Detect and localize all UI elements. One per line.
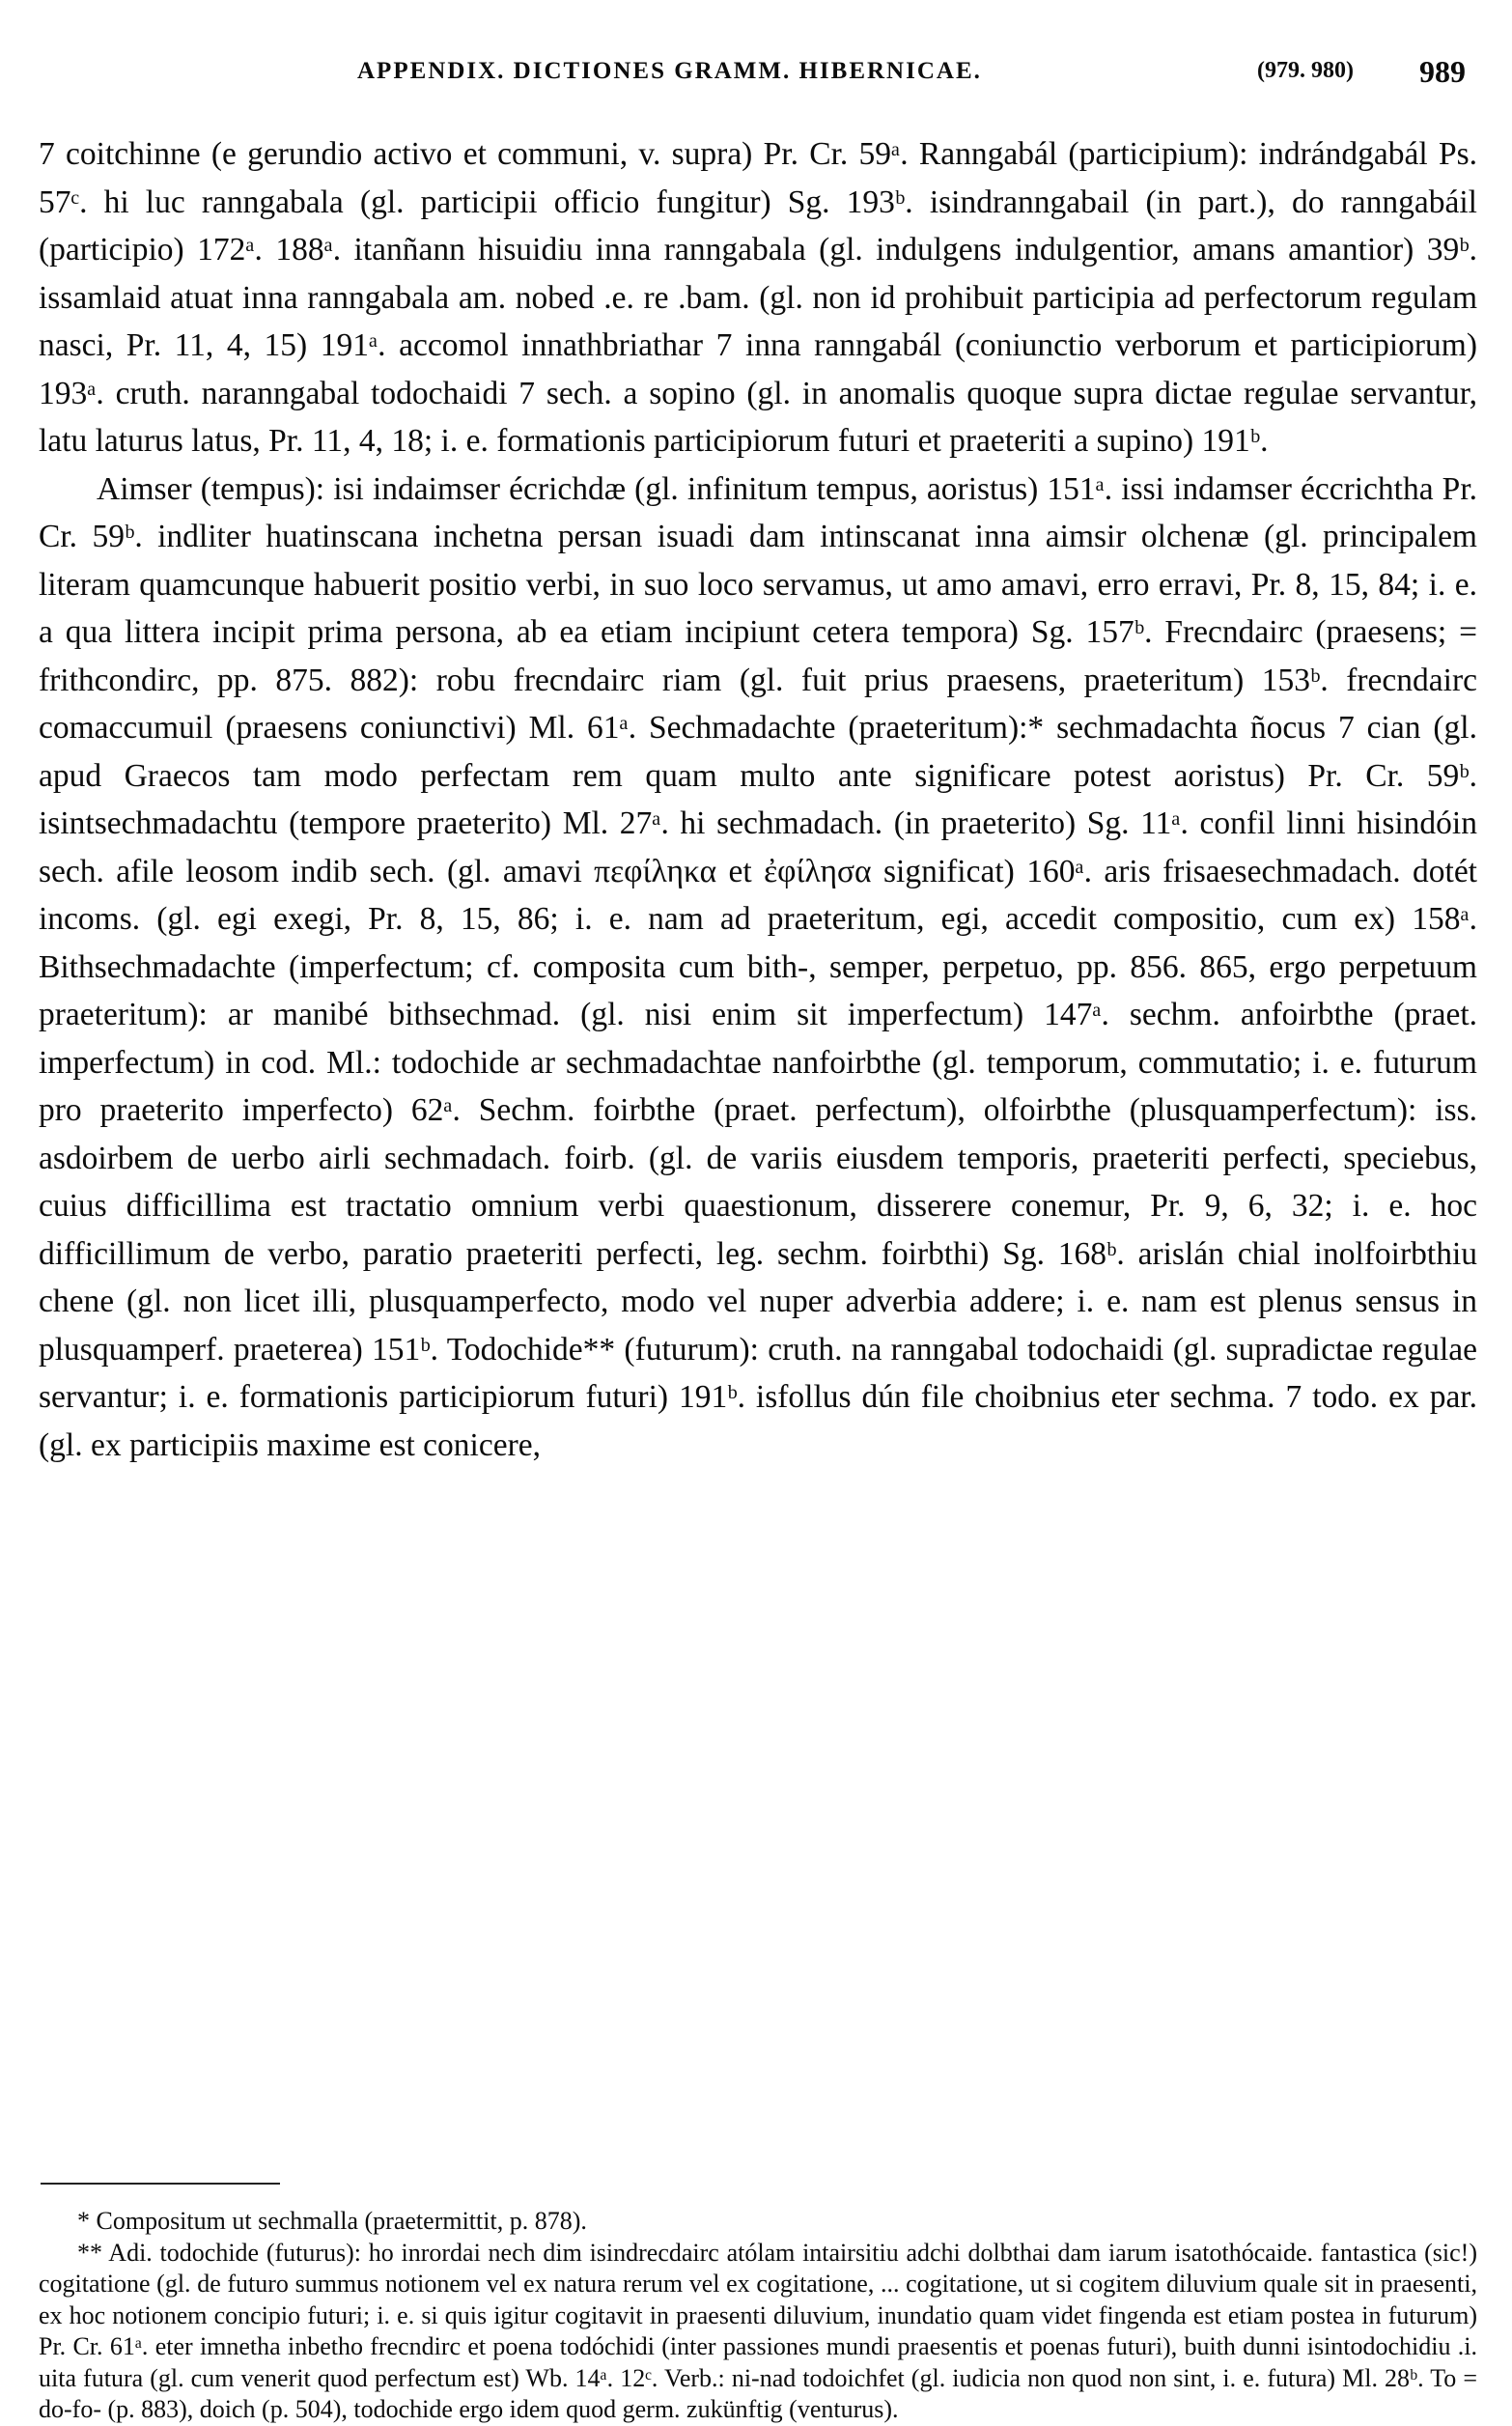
page-header [39,56,1489,95]
paragraph-ranngabal: 7 coitchinne (e gerundio activo et communi, v. supra) Pr. Cr. 59ᵃ. Ranngabál (participium): indrándgabál Ps. 57ᶜ. hi luc ranngabala (gl. participii officio fungitur) Sg. 193ᵇ. isindranngabail (in part.), do ranngabáil (participio) 172ᵃ. 188ᵃ. itanñann hisuidiu inna ranngabala (gl. indulgens indulgentior, amans amantior) 39ᵇ. issamlaid atuat inna ranngabala am. nobed .e. re .bam. (gl. non id prohibuit participia ad perfectorum regulam nasci, Pr. 11, 4, 15) 191ᵃ. accomol innathbriathar 7 inna ranngabál (coniunctio verborum et participiorum) 193ᵃ. cruth. naranngabal todochaidi 7 sech. a sopino (gl. in anomalis quoque supra dictae regulae servantur, latu laturus latus, Pr. 11, 4, 18; i. e. formationis participiorum futuri et praeteriti a supino) 191ᵇ. [39,136,1477,459]
footnote-divider [41,2183,280,2185]
footnote-1: * Compositum ut sechmalla (praetermittit, p. 878). [77,2207,587,2235]
main-text [39,130,1477,1469]
page-number: 989 [1419,54,1466,89]
footnotes [39,2206,1477,2426]
paragraph-aimser: Aimser (tempus): isi indaimser écrichdæ (gl. infinitum tempus, aoristus) 151ᵃ. issi indamser éccrichtha Pr. Cr. 59ᵇ. indliter huatinscana inchetna persan isuadi dam intinscanat inna aimsir olchenæ (gl. principalem literam quamcunque habuerit positio verbi, in suo loco servamus, ut amo amavi, erro erravi, Pr. 8, 15, 84; i. e. a qua littera incipit prima persona, ab ea etiam incipiunt cetera tempora) Sg. 157ᵇ. Frecndairc (praesens; = frithcondirc, pp. 875. 882): robu frecndairc riam (gl. fuit prius praesens, praeteritum) 153ᵇ. frecndairc comaccumuil (praesens coniunctivi) Ml. 61ᵃ. Sechmadachte (praeteritum):* sechmadachta ñocus 7 cian (gl. apud Graecos tam modo perfectam rem quam multo ante significare potest aoristus) Pr. Cr. 59ᵇ. isintsechmadachtu (tempore praeterito) Ml. 27ᵃ. hi sechmadach. (in praeterito) Sg. 11ᵃ. confil linni hisindóin sech. afile leosom indib sech. (gl. amavi πεφίληκα et ἐφίλησα significat) 160ᵃ. aris frisaesechmadach. dotét incoms. (gl. egi exegi, Pr. 8, 15, 86; i. e. nam ad praeteritum, egi, accedit compositio, cum ex) 158ᵃ. Bithsechmadachte (imperfectum; cf. composita cum bith-, semper, perpetuo, pp. 856. 865, ergo perpetuum praeteritum): ar manibé bithsechmad. (gl. nisi enim sit imperfectum) 147ᵃ. sechm. anfoirbthe (praet. imperfectum) in cod. Ml.: todochide ar sechmadachtae nanfoirbthe (gl. temporum, commutatio; i. e. futurum pro praeterito imperfecto) 62ᵃ. Sechm. foirbthe (praet. perfectum), olfoirbthe (plusquamperfectum): iss. asdoirbem de uerbo airli sechmadach. foirb. (gl. de variis eiusdem temporis, praeteriti perfecti, speciebus, cuius difficillima est tractatio omnium verbi quaestionum, disserere conemur, Pr. 9, 6, 32; i. e. hoc difficillimum de verbo, paratio praeteriti perfecti, leg. sechm. foirbthi) Sg. 168ᵇ. arislán chial inolfoirbthiu chene (gl. non licet illi, plusquamperfecto, modo vel nuper adverbia addere; i. e. nam est plenus sensus in plusquamperf. praeterea) 151ᵇ. Todochide** (futurum): cruth. na ranngabal todochaidi (gl. supradictae regulae servantur; i. e. formationis participiorum futuri) 191ᵇ. isfollus dún file choibnius eter sechma. 7 todo. ex par. (gl. ex participiis maxime est conicere, [39,470,1477,1463]
footnote-2: ** Adi. todochide (futurus): ho inrordai nech dim isindrecdairc atólam intairsitiu adchi dolbthai dam iarum isatothócaide. fantastica (sic!) cogitatione (gl. de futuro summus notionem vel ex natura rerum vel ex cogitatione, ... cogitatione, ut si cogitem diluvium quale sit in praesenti, ex hoc notionem concipio futuri; i. e. si quis igitur cogitavit in praesenti diluvium, inundatio quam videt fingenda est etiam postea in futurum) Pr. Cr. 61ᵃ. eter imnetha inbetho frecndirc et poena todóchidi (inter passiones mundi praesentis et poenas futuri), buith dunni isintodochidiu .i. uita futura (gl. cum venerit quod perfectum est) Wb. 14ᵃ. 12ᶜ. Verb.: ni-nad todoichfet (gl. iudicia non quod non sint, i. e. futura) Ml. 28ᵇ. To = do-fo- (p. 883), doich (p. 504), todochide ergo idem quod germ. zukünftig (venturus). [39,2238,1477,2423]
column-references: (979. 980) [1257,58,1354,83]
running-head: APPENDIX. DICTIONES GRAMM. HIBERNICAE. [357,58,982,84]
